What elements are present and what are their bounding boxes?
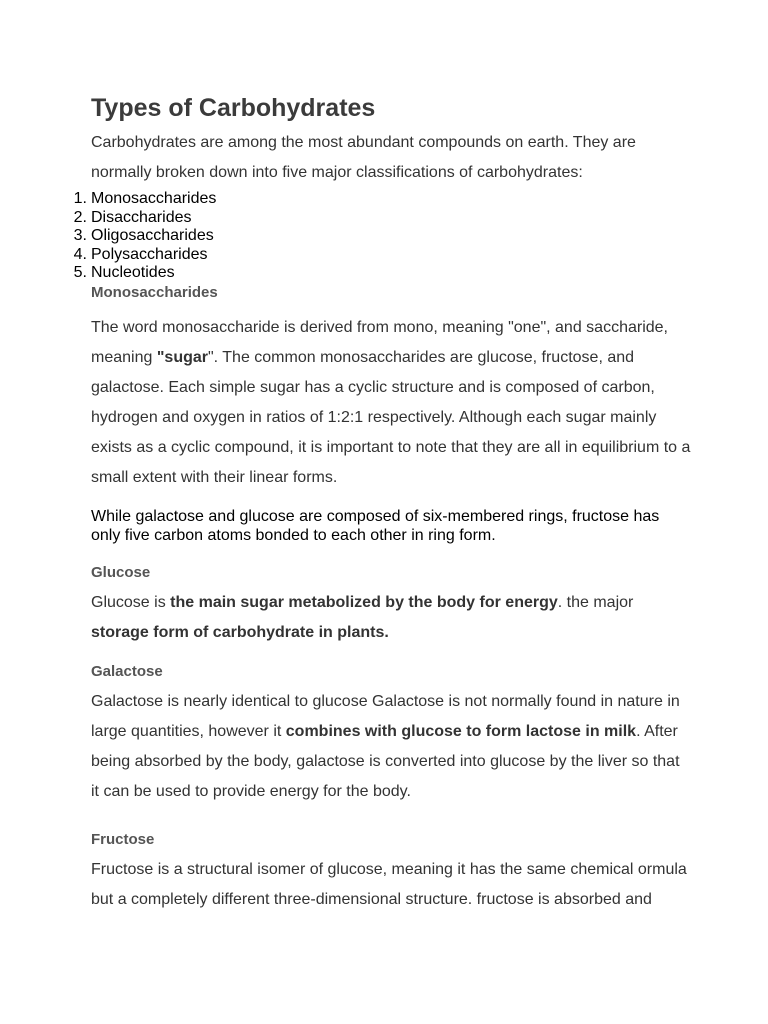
list-item bbox=[73, 190, 691, 209]
glucose-emphasis-energy: the main sugar metabolized by the body for energy bbox=[170, 593, 558, 611]
glucose-text-c: . the major bbox=[557, 593, 634, 611]
list-item-label: Monosaccharides bbox=[91, 190, 217, 207]
fructose-paragraph: Fructose is a structural isomer of glucose, meaning it has the same chemical ormula but a completely different three-dimensional structure. fructose is absorbed and bbox=[91, 860, 687, 908]
glucose-paragraph bbox=[91, 588, 691, 648]
monosaccharides-text-a: The word monosaccharide is derived from mono, meaning "one", and saccharide, meaning bbox=[91, 318, 668, 366]
list-item bbox=[73, 264, 691, 283]
intro-paragraph: Carbohydrates are among the most abundant compounds on earth. They are normally broken down into five major classifications of carbohydrates: bbox=[91, 134, 636, 181]
galactose-paragraph bbox=[91, 687, 691, 807]
list-item-label: Polysaccharides bbox=[91, 245, 208, 263]
list-item bbox=[73, 227, 691, 246]
glucose-heading: Glucose bbox=[91, 563, 151, 581]
galactose-text-c: . After being absorbed by the body, galactose is converted into glucose by the liver so that it can be used to provide energy for the body. bbox=[91, 722, 680, 800]
list-item bbox=[73, 208, 691, 228]
monosaccharides-heading: Monosaccharides bbox=[91, 283, 218, 301]
list-item-label: Disaccharides bbox=[91, 208, 192, 226]
glucose-emphasis-storage: storage form of carbohydrate in plants. bbox=[91, 623, 389, 641]
sugar-emphasis: "sugar bbox=[156, 348, 208, 366]
galactose-heading: Galactose bbox=[91, 662, 163, 680]
list-number: 3. bbox=[73, 227, 87, 245]
list-item-label: Nucleotides bbox=[91, 264, 175, 282]
document-content bbox=[73, 92, 691, 915]
galactose-text-a: Galactose is nearly identical to glucose Galactose is not normally found in nature in large quantities, however it bbox=[91, 692, 680, 740]
list-item bbox=[73, 245, 691, 265]
monosaccharides-paragraph bbox=[91, 313, 691, 493]
fructose-heading: Fructose bbox=[91, 830, 155, 848]
list-item-label: Oligosaccharides bbox=[91, 227, 214, 245]
glucose-text-a: Glucose is bbox=[91, 593, 171, 611]
carbohydrate-types-list bbox=[73, 190, 691, 283]
ring-structure-paragraph: While galactose and glucose are composed of six-membered rings, fructose has only five carbon atoms bonded to each other in ring form. bbox=[91, 507, 660, 544]
galactose-emphasis: combines with glucose to form lactose in milk bbox=[285, 722, 637, 740]
list-number: 4. bbox=[73, 245, 87, 263]
page-title: Types of Carbohydrates bbox=[91, 94, 376, 122]
monosaccharides-text-c: ". The common monosaccharides are glucose, fructose, and galactose. Each simple sugar has a cyclic structure and is composed of carbon, hydrogen and oxygen in ratios of 1:2:1 respectively. Although each sugar mainly exists as a cyclic compound, it is important to note that they are all in equilibrium to a small extent with their linear forms. bbox=[91, 348, 691, 486]
list-number: 5. bbox=[73, 264, 87, 282]
list-number: 2. bbox=[73, 208, 87, 226]
list-number: 1. bbox=[73, 190, 87, 207]
